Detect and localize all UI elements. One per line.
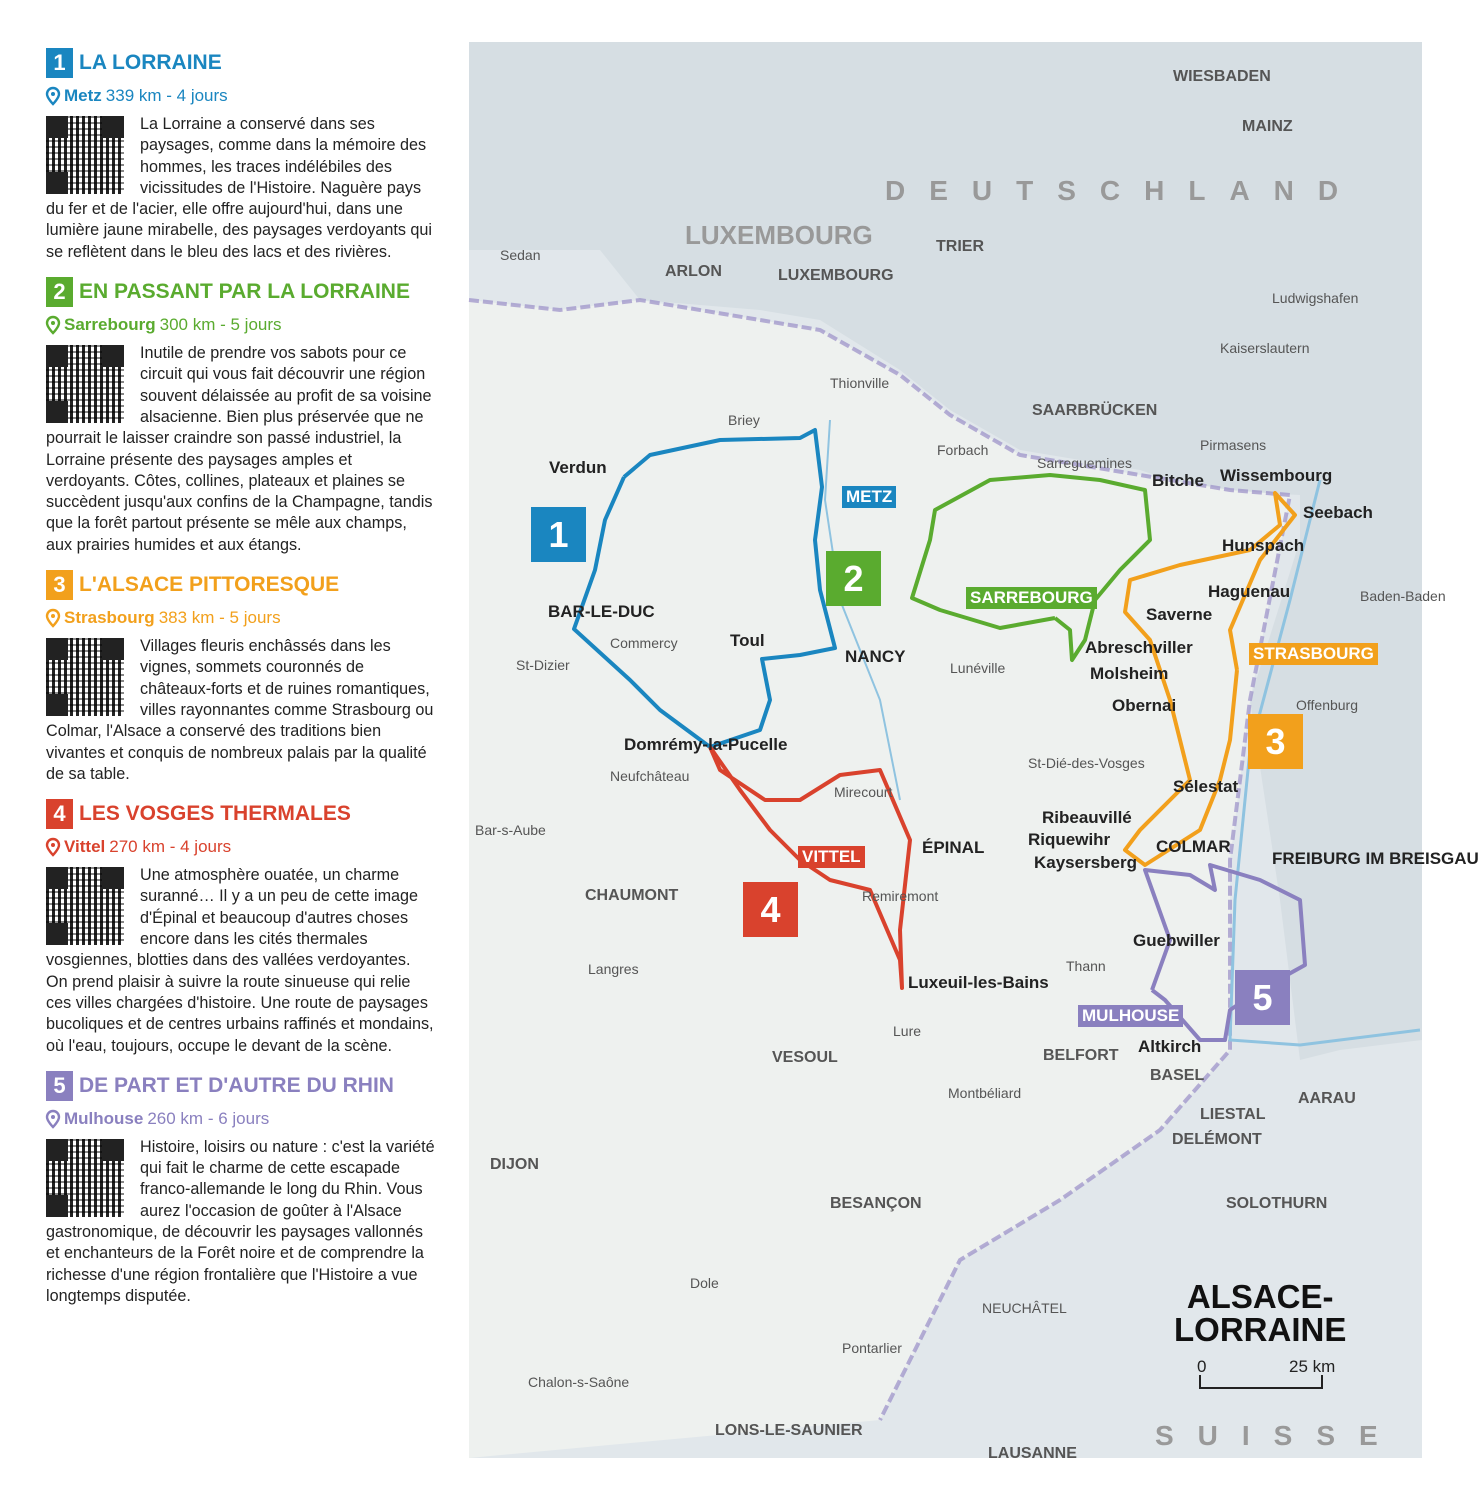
stop-label[interactable]: Domrémy-la-Pucelle (624, 735, 788, 754)
stop-label[interactable]: Bitche (1152, 471, 1204, 490)
place-label: SOLOTHURN (1226, 1195, 1328, 1212)
route-badge-5[interactable]: 5 (1235, 970, 1290, 1025)
place-label: Commercy (610, 635, 678, 651)
qr-code[interactable] (46, 867, 124, 945)
place-label: Ludwigshafen (1272, 290, 1359, 306)
stop-label[interactable]: Seebach (1303, 503, 1373, 522)
stop-label[interactable]: COLMAR (1156, 837, 1231, 856)
distance-duration: 300 km - 5 jours (159, 315, 282, 335)
start-city: Metz (64, 86, 102, 105)
map-title (1174, 1280, 1346, 1346)
stop-label[interactable]: Verdun (549, 458, 607, 477)
itinerary-title: LES VOSGES THERMALES (79, 802, 351, 826)
itinerary-title: DE PART ET D'AUTRE DU RHIN (79, 1073, 394, 1097)
place-label: DELÉMONT (1172, 1131, 1262, 1148)
place-label: St-Dié-des-Vosges (1028, 755, 1145, 771)
start-city: Vittel (64, 837, 106, 857)
start-label[interactable]: VITTEL (798, 846, 865, 868)
itinerary-title: EN PASSANT PAR LA LORRAINE (79, 280, 410, 304)
scale-max: 25 km (1289, 1357, 1336, 1376)
place-label: AARAU (1298, 1090, 1356, 1107)
country-label: SUISSE (1155, 1420, 1402, 1451)
place-label: Lure (893, 1023, 922, 1039)
stop-label[interactable]: ÉPINAL (922, 838, 985, 857)
place-label: Lunéville (950, 660, 1006, 676)
place-label: Langres (588, 961, 639, 977)
place-label: Sarreguemines (1037, 455, 1132, 471)
itinerary-list (46, 48, 436, 1321)
itinerary-start (46, 315, 436, 335)
itinerary-start (46, 608, 436, 628)
itinerary-start (46, 837, 436, 857)
place-label: Forbach (937, 442, 989, 458)
map-pin-icon (46, 1110, 60, 1128)
stop-label[interactable]: Toul (730, 631, 765, 650)
place-label: Thionville (830, 375, 890, 391)
map-pin-icon (46, 87, 60, 105)
distance-duration: 270 km - 4 jours (109, 837, 232, 857)
map[interactable] (469, 42, 1479, 1462)
distance-duration: 383 km - 5 jours (158, 608, 281, 628)
qr-code[interactable] (46, 638, 124, 716)
stop-label[interactable]: Sélestat (1173, 777, 1239, 796)
itinerary-1 (46, 48, 436, 263)
stop-label[interactable]: Saverne (1146, 605, 1213, 624)
place-label: Neufchâteau (610, 768, 690, 784)
place-label: Montbéliard (948, 1085, 1022, 1101)
place-label: VESOUL (772, 1049, 838, 1066)
stop-label[interactable]: Abreschviller (1085, 638, 1193, 657)
description-text: La Lorraine a conservé dans ses paysages, comme dans la mémoire des hommes, les traces indélébiles des vicissitudes de l'Histoire. Naguère pays du fer et de l'acier, elle offre aujourd'hui, dans une lumière jaune mirabelle, des paysages verdoyants qui se reflètent dans le bleu des lacs et des rivières. (46, 115, 433, 261)
start-label[interactable]: METZ (842, 486, 896, 508)
itinerary-description (46, 1137, 436, 1307)
itinerary-2 (46, 277, 436, 556)
description-text: Villages fleuris enchâssés dans les vignes, sommets couronnés de châteaux-forts et de ruines romantiques, villes rayonnantes comme Strasbourg ou Colmar, l'Alsace a conservé des traditions bien vivantes et conquis de nombreux palais par la qualité de sa table. (46, 637, 434, 783)
description-text: Une atmosphère ouatée, un charme suranné… Il y a un peu de cette image d'Épinal et beaucoup d'autres choses encore dans les cités thermales vosgiennes, blotties dans des vallées verdoyantes. On prend plaisir à suivre la route sinueuse qui relie ces villes chargées d'histoire. Une route de paysages bucoliques et de centres urbains raffinés et mondains, où l'eau, toujours, occupe le devant de la scène. (46, 866, 434, 1055)
country-label: DEUTSCHLAND (885, 175, 1363, 206)
start-label[interactable]: SARREBOURG (966, 587, 1097, 609)
stop-label[interactable]: Altkirch (1138, 1037, 1202, 1056)
place-label: TRIER (936, 238, 984, 255)
place-label: LUXEMBOURG (778, 267, 894, 284)
place-label: Thann (1066, 958, 1106, 974)
start-label[interactable]: MULHOUSE (1078, 1005, 1183, 1027)
place-label: Chalon-s-Saône (528, 1374, 630, 1390)
place-label: Mirecourt (834, 784, 893, 800)
route-badge-3[interactable]: 3 (1248, 714, 1303, 769)
place-label: Pontarlier (842, 1340, 902, 1356)
place-label: BELFORT (1043, 1047, 1119, 1064)
itinerary-number: 1 (46, 48, 73, 78)
description-text: Histoire, loisirs ou nature : c'est la variété qui fait le charme de cette escapade franco-allemande le long du Rhin. Vous aurez l'occasion de goûter à l'Alsace gastronomique, de découvrir les paysages vallonnés et enchanteurs de la Forêt noire et de comprendre la richesse d'une région frontalière que l'Histoire a vue longtemps disputée. (46, 1137, 435, 1305)
distance-duration: 339 km - 4 jours (105, 86, 228, 105)
map-pin-icon (46, 609, 60, 627)
itinerary-number: 4 (46, 799, 73, 829)
start-city: Sarrebourg (64, 315, 156, 335)
start-city: Mulhouse (64, 1108, 144, 1128)
itinerary-heading (46, 799, 436, 829)
map-title-line1: ALSACE- (1186, 1278, 1334, 1315)
itinerary-title: LA LORRAINE (79, 51, 222, 74)
itinerary-title: L'ALSACE PITTORESQUE (79, 573, 340, 597)
place-label: BASEL (1150, 1067, 1205, 1084)
stop-label[interactable]: BAR-LE-DUC (548, 602, 655, 621)
place-label: Kaiserslautern (1220, 340, 1310, 356)
itinerary-start (46, 86, 436, 106)
stop-label[interactable]: Hunspach (1222, 536, 1305, 555)
itinerary-4 (46, 799, 436, 1057)
route-badge-2[interactable]: 2 (826, 551, 881, 606)
place-label: LAUSANNE (988, 1445, 1077, 1462)
country-label: LUXEMBOURG (685, 220, 873, 250)
place-label: LONS-LE-SAUNIER (715, 1422, 863, 1439)
place-label: BESANÇON (830, 1195, 922, 1212)
place-label: CHAUMONT (585, 887, 679, 904)
place-label: Remiremont (862, 888, 939, 904)
place-label: ARLON (665, 263, 722, 280)
stop-label[interactable]: Riquewihr (1028, 830, 1111, 849)
place-label: Dole (690, 1275, 719, 1291)
stop-label[interactable]: Ribeauvillé (1042, 808, 1132, 827)
itinerary-description (46, 114, 436, 263)
start-city: Strasbourg (64, 608, 155, 628)
distance-duration: 260 km - 6 jours (147, 1108, 270, 1128)
itinerary-description (46, 343, 436, 556)
stop-label[interactable]: Obernai (1112, 696, 1177, 715)
itinerary-heading (46, 277, 436, 307)
itinerary-start (46, 1109, 436, 1129)
place-label: Briey (728, 412, 760, 428)
map-pin-icon (46, 838, 60, 856)
scale-bar (1199, 1375, 1323, 1389)
stop-label[interactable]: Wissembourg (1220, 466, 1333, 485)
stop-label[interactable]: Luxeuil-les-Bains (908, 973, 1049, 992)
start-label[interactable]: STRASBOURG (1249, 643, 1378, 665)
place-label: Sedan (500, 247, 541, 263)
place-label: NEUCHÂTEL (982, 1300, 1067, 1316)
stop-label[interactable]: Molsheim (1090, 664, 1169, 683)
map-title-line2: LORRAINE (1174, 1311, 1347, 1348)
route-badge-1[interactable]: 1 (531, 507, 586, 562)
itinerary-heading (46, 1071, 436, 1101)
description-text: Inutile de prendre vos sabots pour ce circuit qui vous fait découvrir une région souvent délaissée au profit de sa voisine alsacienne. Bien plus préservée que ne pourrait le laisser craindre son passé industriel, la Lorraine présente des paysages amples et verdoyants. Côtes, collines, plateaux et plaines se succèdent jusqu'aux confins de la Champagne, tandis que la forêt partout présente se mêle aux champs, aux prairies humides et aux étangs. (46, 344, 433, 554)
itinerary-5 (46, 1071, 436, 1307)
itinerary-3 (46, 570, 436, 785)
itinerary-description (46, 636, 436, 785)
place-label: Offenburg (1296, 697, 1359, 713)
stop-label[interactable]: Guebwiller (1133, 931, 1220, 950)
itinerary-number: 3 (46, 570, 73, 600)
place-label: DIJON (490, 1156, 539, 1173)
stop-label[interactable]: Haguenau (1208, 582, 1291, 601)
place-label: Pirmasens (1200, 437, 1267, 453)
map-pin-icon (46, 316, 60, 334)
place-label: Baden-Baden (1360, 588, 1446, 604)
qr-code[interactable] (46, 1139, 124, 1217)
place-label: LIESTAL (1200, 1106, 1266, 1123)
place-label: St-Dizier (516, 657, 570, 673)
place-label: SAARBRÜCKEN (1032, 402, 1158, 419)
itinerary-heading (46, 48, 436, 78)
stop-label[interactable]: FREIBURG IM BREISGAU (1272, 849, 1479, 868)
stop-label[interactable]: Kaysersberg (1034, 853, 1138, 872)
itinerary-description (46, 865, 436, 1057)
itinerary-number: 5 (46, 1071, 73, 1101)
scale-zero: 0 (1197, 1357, 1207, 1376)
place-label: Bar-s-Aube (475, 822, 546, 838)
route-badge-4[interactable]: 4 (743, 882, 798, 937)
itinerary-heading (46, 570, 436, 600)
place-label: MAINZ (1242, 118, 1293, 135)
qr-code[interactable] (46, 345, 124, 423)
qr-code[interactable] (46, 116, 124, 194)
place-label: WIESBADEN (1173, 68, 1271, 85)
stop-label[interactable]: NANCY (845, 647, 906, 666)
itinerary-number: 2 (46, 277, 73, 307)
